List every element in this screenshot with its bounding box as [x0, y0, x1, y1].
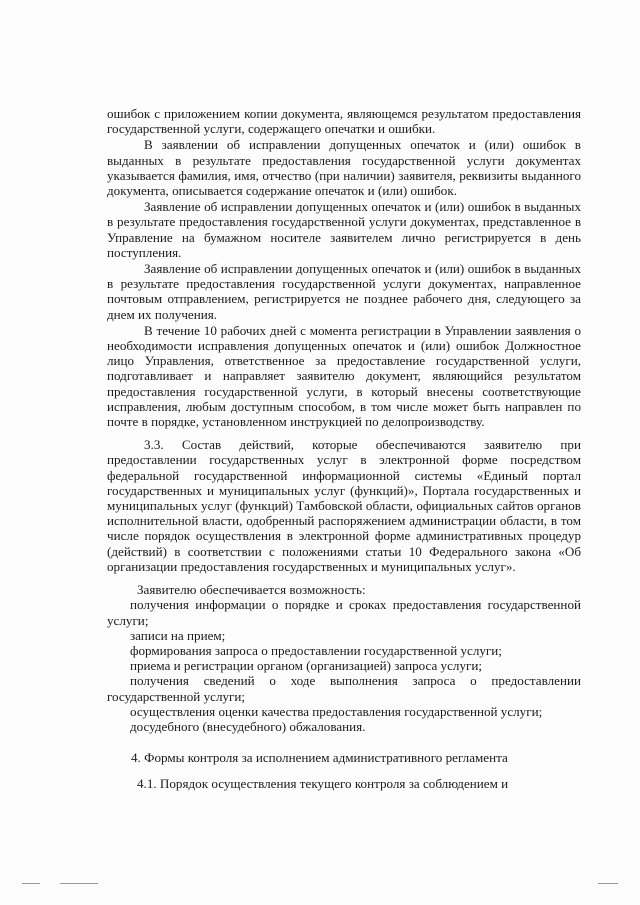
paragraph-correction-deadline: В течение 10 рабочих дней с момента регистрации в Управлении заявления о необходимости исправления допущенных опечаток и (или) ошибок Должностное лицо Управления, ответственное за предоставление государственной услуги, подготавливает и направляет заявителю документ, являющийся результатом предоставления государственной услуги, в который внесены соответствующие исправления, любым доступным способом, в том числе может быть направлен по почте в порядке, установленном инструкцией по делопроизводству. — [107, 322, 581, 430]
scan-artifact-line — [60, 883, 98, 884]
scan-artifact-line — [598, 883, 618, 884]
scan-artifact-line — [22, 883, 40, 884]
section-4-heading: 4. Формы контроля за исполнением административного регламента — [131, 750, 508, 766]
paragraph-paper-registration: Заявление об исправлении допущенных опечаток и (или) ошибок в выданных в результате предоставления государственной услуги документах, представленное в Управление на бумажном носителе заявителем лично регистрируется в день поступления. — [107, 199, 581, 260]
list-item: получения информации о порядке и сроках предоставления государственной услуги; — [107, 597, 581, 628]
paragraph-applicant-capabilities: Заявителю обеспечивается возможность: — [137, 582, 366, 598]
list-item: формирования запроса о предоставлении государственной услуги; — [130, 642, 502, 658]
list-item: осуществления оценки качества предоставления государственной услуги; — [130, 703, 543, 719]
list-item: приема и регистрации органом (организацией) запроса услуги; — [130, 658, 483, 674]
paragraph-postal-registration: Заявление об исправлении допущенных опечаток и (или) ошибок в выданных в результате предоставления государственной услуги документах, направленное почтовым отправлением, регистрируется не позднее рабочего дня, следующего за днем их получения. — [107, 261, 581, 322]
paragraph-continuation: ошибок с приложением копии документа, являющемся результатом предоставления государственной услуги, содержащего опечатки и ошибки. — [107, 106, 581, 137]
paragraph-application-contents: В заявлении об исправлении допущенных опечаток и (или) ошибок в выданных в результате предоставления государственной услуги документах указывается фамилия, имя, отчество (при наличии) заявителя, реквизиты выданного документа, описывается содержание опечаток и (или) ошибок. — [107, 137, 581, 199]
paragraph-section-4-1: 4.1. Порядок осуществления текущего контроля за соблюдением и — [137, 776, 509, 792]
document-body — [107, 106, 581, 792]
capabilities-list — [107, 597, 581, 734]
list-item: получения сведений о ходе выполнения запроса о предоставлении государственной услуги; — [107, 673, 581, 704]
paragraph-section-3-3: 3.3. Состав действий, которые обеспечиваются заявителю при предоставлении государственных услуг в электронной форме посредством федеральной государственной информационной системы «Единый портал государственных и муниципальных услуг (функций)», Портала государственных и муниципальных услуг (функций) Тамбовской области, официальных сайтов органов исполнительной власти, одобренный распоряжением администрации области, в том числе порядок осуществления в электронной форме административных процедур (действий) в соответствии с положениями статьи 10 Федерального закона «Об организации предоставления государственных и муниципальных услуг». — [107, 437, 581, 574]
list-item: досудебного (внесудебного) обжалования. — [130, 718, 366, 734]
list-item: записи на прием; — [130, 627, 226, 643]
